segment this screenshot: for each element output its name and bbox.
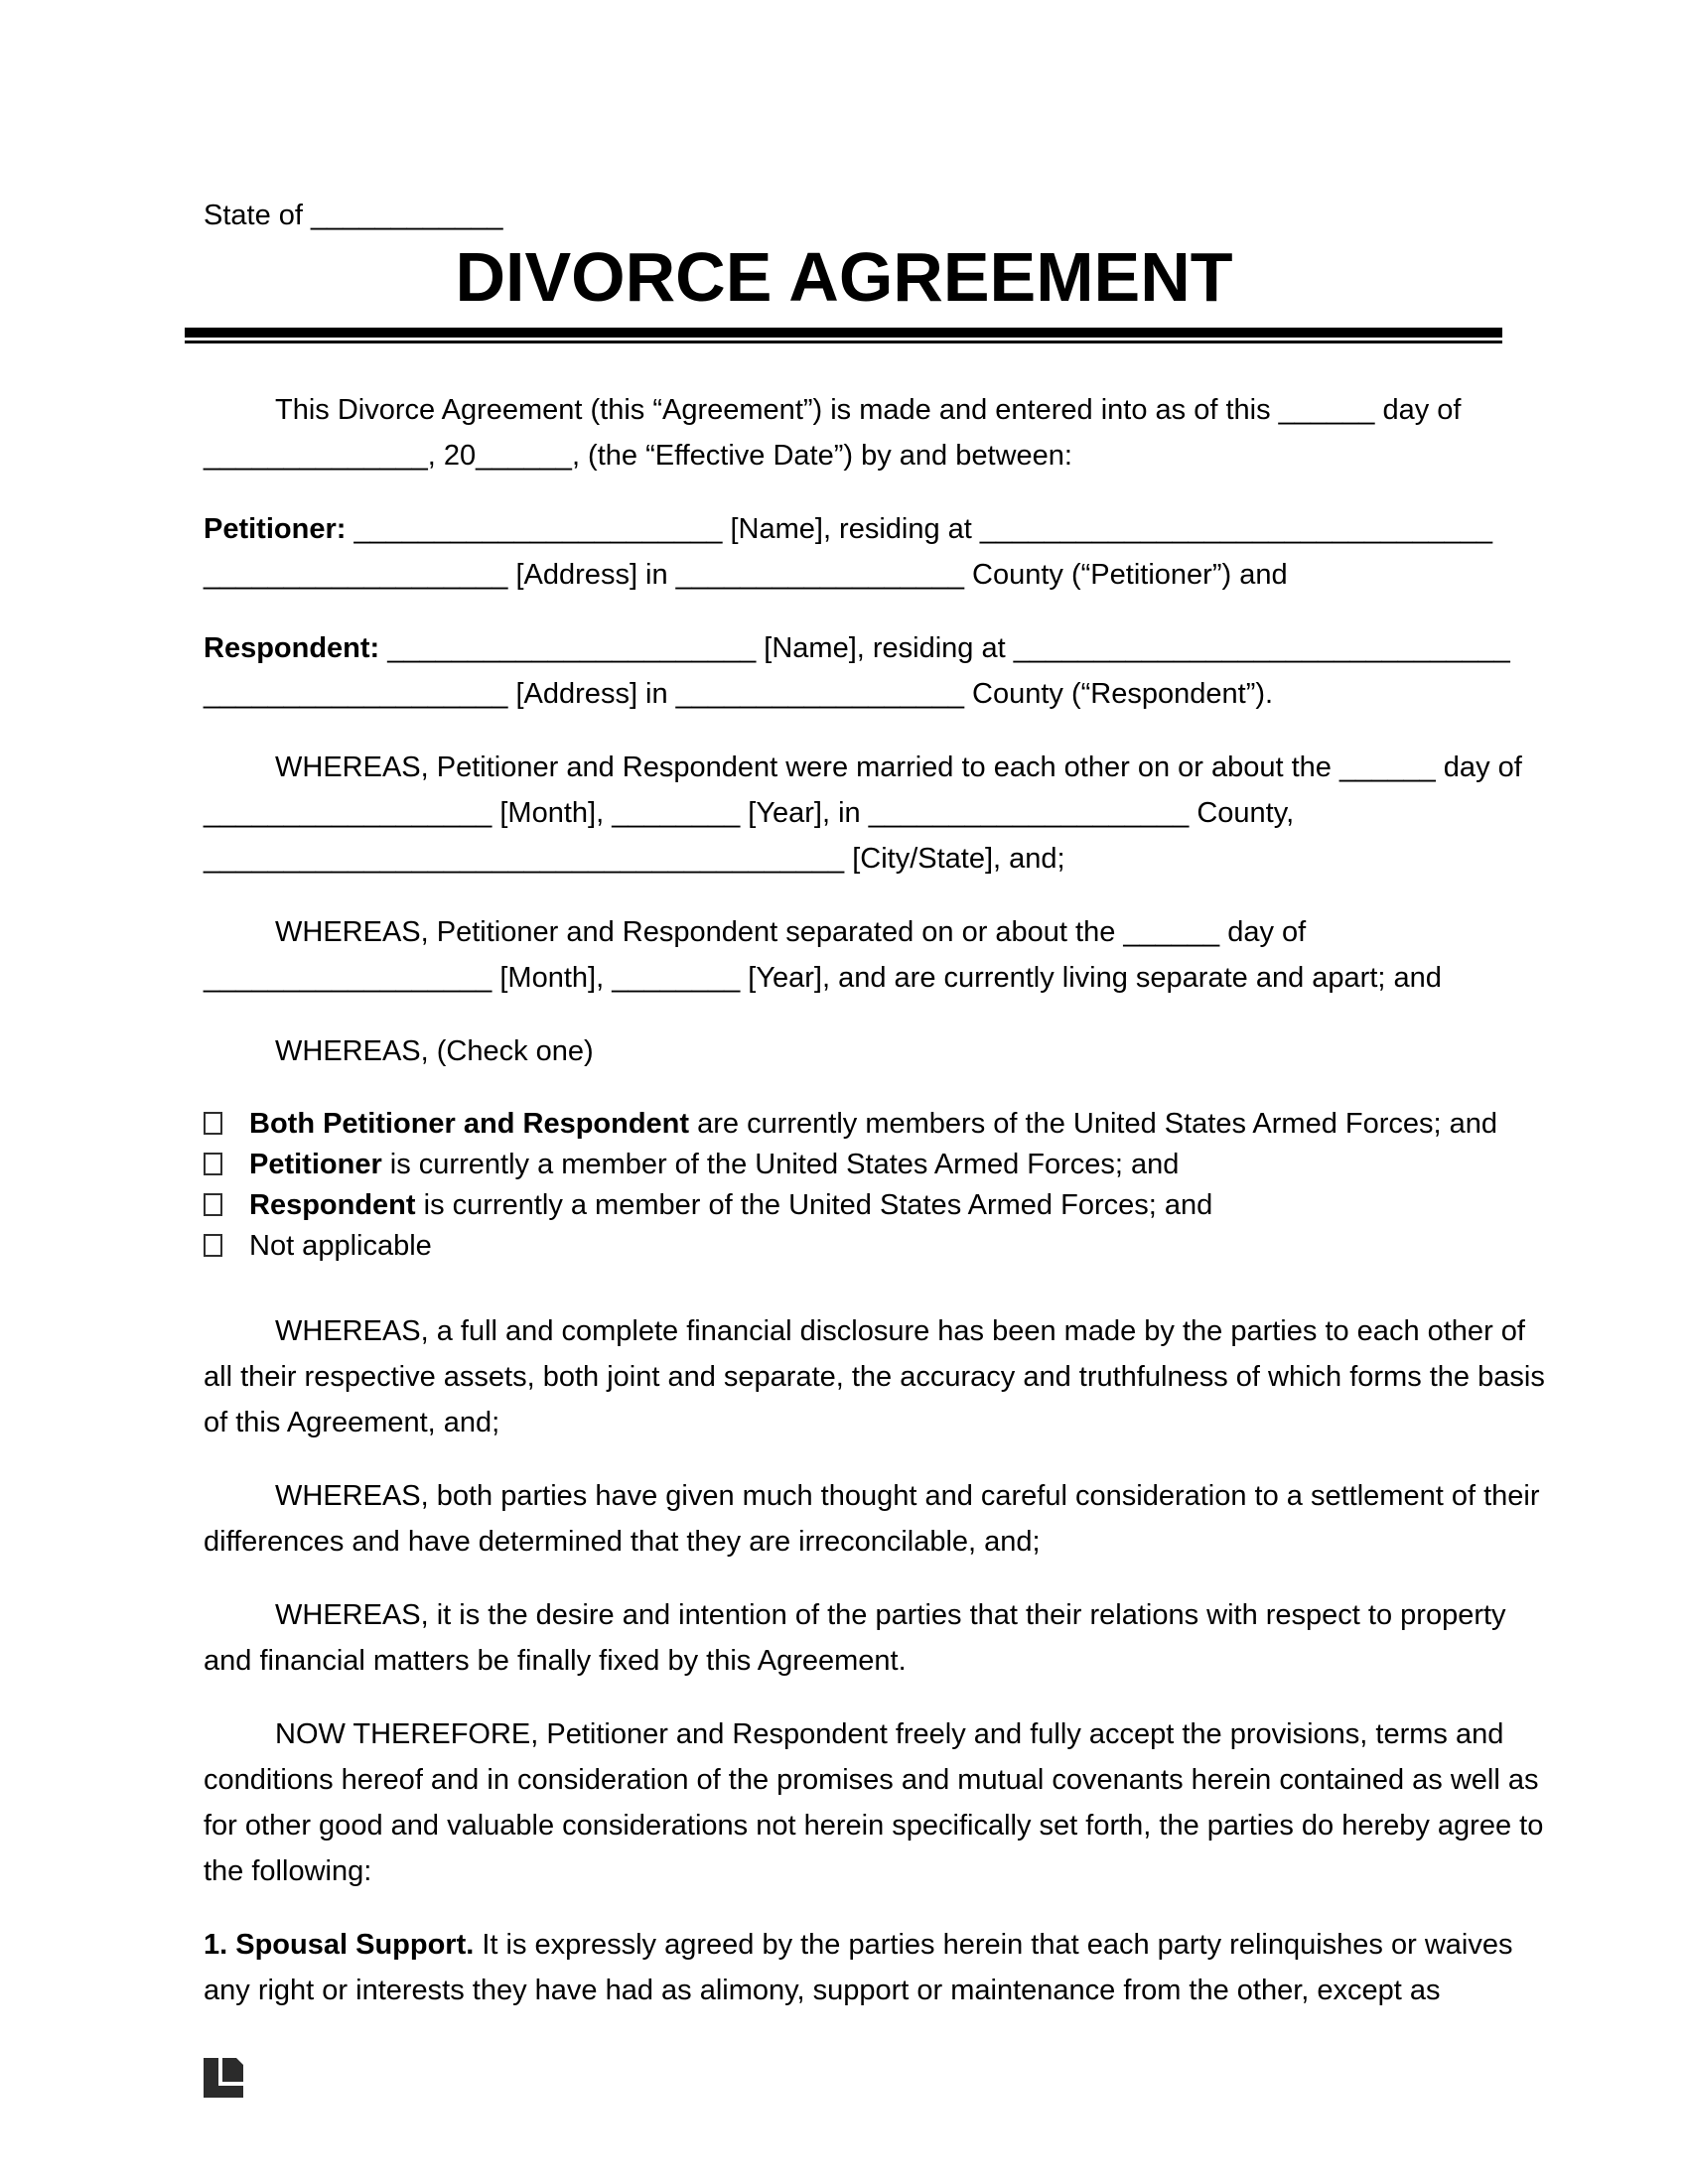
legal-templates-logo-icon bbox=[204, 2058, 243, 2098]
now-therefore-line-2: conditions hereof and in consideration of the promises and mutual covenants herein contained as well as bbox=[204, 1764, 1539, 1796]
whereas-financial-disclosure-clause bbox=[204, 1308, 1545, 1445]
checklist-item-both-parties bbox=[204, 1104, 1498, 1145]
whereas-marriage-line-2: __________________ [Month], ________ [Year], in ____________________ County, bbox=[204, 797, 1295, 829]
petitioner-name-line bbox=[204, 506, 1493, 552]
page-title: DIVORCE AGREEMENT bbox=[455, 238, 1233, 316]
intro-paragraph bbox=[204, 387, 1484, 478]
checklist-item-petitioner bbox=[204, 1145, 1484, 1185]
spousal-support-heading: 1. Spousal Support. bbox=[204, 1929, 475, 1961]
checklist-item-not-applicable bbox=[204, 1226, 1484, 1267]
checklist-item-bold-text: Petitioner bbox=[249, 1149, 382, 1180]
whereas-separation-clause bbox=[204, 909, 1484, 1001]
intro-line-1: This Divorce Agreement (this “Agreement”) is made and entered into as of this ______ day of bbox=[275, 394, 1462, 426]
respondent-name-line bbox=[204, 625, 1510, 671]
respondent-label: Respondent: bbox=[204, 632, 380, 664]
checklist-item-text: Not applicable bbox=[249, 1230, 432, 1262]
checklist-item-text: are currently members of the United States Armed Forces; and bbox=[689, 1108, 1498, 1140]
settlement-line-2: differences and have determined that they are irreconcilable, and; bbox=[204, 1526, 1041, 1558]
respondent-address-line: ___________________ [Address] in __________________ County (“Respondent”). bbox=[204, 678, 1274, 710]
intro-line-2: ______________, 20______, (the “Effective Date”) by and between: bbox=[204, 440, 1072, 472]
checklist-item-respondent bbox=[204, 1185, 1484, 1226]
checklist-item-bold-text: Respondent bbox=[249, 1189, 416, 1221]
whereas-check-one-clause bbox=[204, 1028, 1484, 1074]
armed-forces-checklist bbox=[204, 1104, 1498, 1267]
whereas-check-one-line: WHEREAS, (Check one) bbox=[275, 1035, 594, 1067]
now-therefore-line-4: the following: bbox=[204, 1855, 372, 1887]
whereas-separation-line-2: __________________ [Month], ________ [Year], and are currently living separate and apart; and bbox=[204, 962, 1442, 994]
title-divider-thin-rule bbox=[185, 341, 1502, 343]
whereas-settlement-clause bbox=[204, 1473, 1540, 1565]
whereas-marriage-clause bbox=[204, 745, 1522, 882]
financial-disclosure-line-3: of this Agreement, and; bbox=[204, 1407, 500, 1438]
now-therefore-line-3: for other good and valuable considerations not herein specifically set forth, the parties do hereby agree to bbox=[204, 1810, 1544, 1842]
spousal-support-text: It is expressly agreed by the parties herein that each party relinquishes or waives bbox=[474, 1929, 1513, 1961]
whereas-marriage-line-3: ________________________________________ [City/State], and; bbox=[204, 843, 1065, 875]
whereas-marriage-line-1: WHEREAS, Petitioner and Respondent were married to each other on or about the ______ day of bbox=[275, 751, 1522, 783]
checkbox-both-parties[interactable] bbox=[204, 1112, 222, 1135]
spousal-support-line-2: any right or interests they have had as alimony, support or maintenance from the other, except as bbox=[204, 1975, 1441, 2006]
petitioner-address-line: ___________________ [Address] in __________________ County (“Petitioner”) and bbox=[204, 559, 1288, 591]
checkbox-not-applicable[interactable] bbox=[204, 1234, 222, 1257]
respondent-name-blanks: _______________________ [Name], residing at _______________________________ bbox=[379, 632, 1510, 664]
whereas-separation-line-1: WHEREAS, Petitioner and Respondent separated on or about the ______ day of bbox=[275, 916, 1307, 948]
now-therefore-line-1: NOW THEREFORE, Petitioner and Respondent freely and fully accept the provisions, terms and bbox=[275, 1718, 1504, 1750]
legal-templates-logo bbox=[204, 2058, 1484, 2098]
settlement-line-1: WHEREAS, both parties have given much thought and careful consideration to a settlement of their bbox=[275, 1480, 1540, 1512]
state-of-line: State of ____________ bbox=[204, 200, 503, 231]
spousal-support-line-1 bbox=[204, 1922, 1513, 1968]
checklist-item-text: is currently a member of the United States Armed Forces; and bbox=[381, 1149, 1180, 1180]
checklist-item-bold-text: Both Petitioner and Respondent bbox=[249, 1108, 690, 1140]
title-divider bbox=[185, 328, 1502, 343]
petitioner-clause bbox=[204, 506, 1493, 598]
petitioner-label: Petitioner: bbox=[204, 513, 347, 545]
whereas-intention-clause bbox=[204, 1592, 1506, 1684]
financial-disclosure-line-1: WHEREAS, a full and complete financial disclosure has been made by the parties to each other of bbox=[275, 1315, 1525, 1347]
title-divider-thick-rule bbox=[185, 328, 1502, 338]
respondent-clause bbox=[204, 625, 1510, 717]
checklist-item-text: is currently a member of the United States Armed Forces; and bbox=[415, 1189, 1213, 1221]
checkbox-respondent[interactable] bbox=[204, 1193, 222, 1216]
intention-line-2: and financial matters be finally fixed by this Agreement. bbox=[204, 1645, 907, 1677]
financial-disclosure-line-2: all their respective assets, both joint and separate, the accuracy and truthfulness of which forms the basis bbox=[204, 1361, 1545, 1393]
intention-line-1: WHEREAS, it is the desire and intention of the parties that their relations with respect to property bbox=[275, 1599, 1506, 1631]
now-therefore-clause bbox=[204, 1711, 1544, 1894]
spousal-support-clause bbox=[204, 1922, 1513, 2013]
petitioner-name-blanks: _______________________ [Name], residing at ________________________________ bbox=[346, 513, 1493, 545]
checkbox-petitioner[interactable] bbox=[204, 1153, 222, 1175]
